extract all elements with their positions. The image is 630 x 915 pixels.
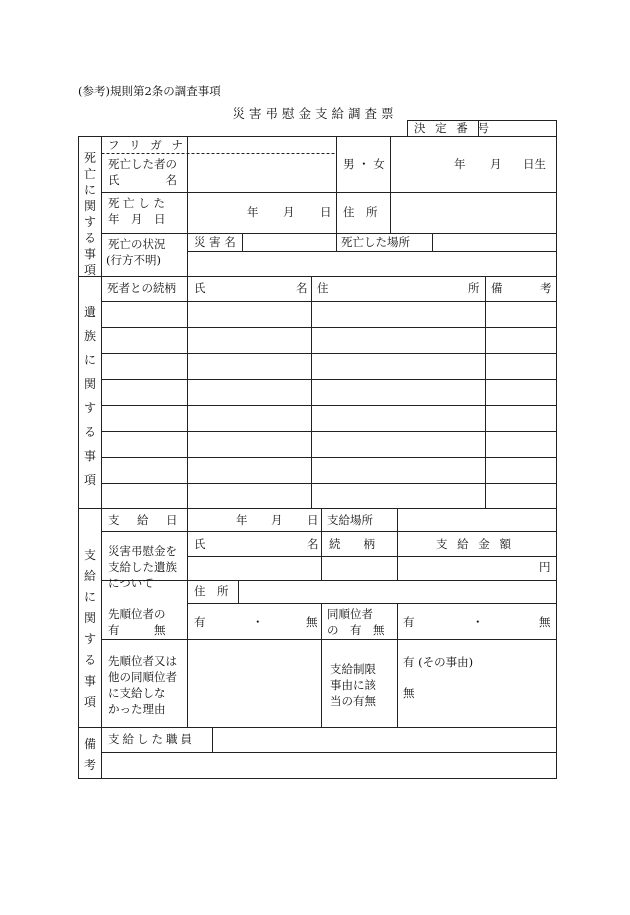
remarks-section-label: 備考 [83, 737, 96, 772]
birth-year-label: 年 [454, 157, 466, 171]
amount-header: 支 給 金 額 [436, 537, 514, 551]
birth-day-label: 日生 [523, 157, 546, 171]
reason-label-4: かった理由 [108, 702, 166, 716]
restrict-no-option[interactable]: 無 [403, 686, 415, 700]
pay-day-label: 日 [307, 513, 319, 527]
remarks-field[interactable] [102, 753, 556, 778]
death-status-label-1: 死亡の状況 [108, 237, 166, 251]
reason-label-1: 先順位者又は [108, 654, 177, 668]
pay-year-label: 年 [236, 513, 248, 527]
deceased-name-field[interactable] [188, 154, 336, 192]
place-of-death-label: 死亡した場所 [341, 235, 410, 249]
staff-field[interactable] [213, 728, 556, 752]
family-section-label: 遺族に関する事項 [83, 305, 96, 487]
death-address-label: 住 所 [343, 205, 378, 219]
form-title: 災害弔慰金支給調査票 [232, 106, 398, 121]
bereaved-address-field[interactable] [239, 581, 556, 603]
deceased-name-label-2: 氏 名 [108, 173, 177, 187]
death-status-field[interactable] [188, 252, 556, 276]
decision-number-label: 決 定 番 号 [414, 121, 492, 135]
same-rank-label-1: 同順位者 [327, 607, 373, 621]
death-date-label-2: 年 月 日 [108, 212, 166, 226]
pay-place-field[interactable] [398, 509, 556, 531]
relation-header: 死者との続柄 [107, 281, 176, 295]
reason-label-3: に支給しな [108, 686, 166, 700]
bereaved-name-header-1: 氏 [194, 537, 206, 551]
place-of-death-field[interactable] [433, 234, 556, 251]
pay-date-label: 支 給 日 [108, 513, 181, 527]
reason-field[interactable] [188, 640, 321, 727]
restrict-label-2: 事由に該 [330, 678, 376, 692]
family-address-header-1: 住 [317, 281, 329, 295]
family-address-header-2: 所 [468, 281, 480, 295]
prior-yes-option[interactable]: 有 [194, 615, 206, 629]
pay-month-label: 月 [271, 513, 283, 527]
prior-label-2: 有 無 [108, 623, 166, 637]
sex-selector[interactable]: 男 ・ 女 [343, 157, 385, 171]
death-year-label: 年 [247, 205, 259, 219]
bereaved-label-1: 災害弔慰金を [108, 544, 177, 558]
family-name-header-2: 名 [296, 281, 308, 295]
disaster-name-label: 災 害 名 [194, 235, 236, 249]
reason-label-2: 他の同順位者 [108, 670, 177, 684]
decision-number-field[interactable] [479, 121, 556, 136]
same-rank-label-2: の 有 無 [327, 623, 385, 637]
death-status-label-2: (行方不明) [106, 253, 161, 267]
bereaved-name-header-2: 名 [307, 537, 319, 551]
staff-label: 支給した職員 [108, 732, 195, 746]
bereaved-relation-header: 続 柄 [329, 537, 375, 551]
family-remarks-header-1: 備 [491, 281, 503, 295]
death-month-label: 月 [283, 205, 295, 219]
same-rank-separator: ・ [472, 615, 484, 629]
bereaved-label-2: 支給した遺族 [108, 560, 177, 574]
bereaved-label-3: について [108, 576, 154, 590]
death-day-label: 日 [320, 205, 332, 219]
yen-label: 円 [539, 560, 551, 574]
death-section-label: 死亡に関する事項 [83, 151, 96, 277]
restrict-label-1: 支給制限 [330, 662, 376, 676]
furigana-label: フ リ ガ ナ [108, 138, 186, 152]
disaster-name-field[interactable] [243, 234, 336, 251]
restrict-yes-option[interactable]: 有 (その事由) [403, 655, 474, 669]
bereaved-address-label: 住 所 [194, 584, 229, 598]
death-address-field[interactable] [391, 193, 556, 233]
deceased-name-label-1: 死亡した者の [108, 157, 177, 171]
birth-month-label: 月 [490, 157, 502, 171]
family-remarks-header-2: 考 [540, 281, 552, 295]
same-rank-yes-option[interactable]: 有 [403, 615, 415, 629]
prior-no-option[interactable]: 無 [306, 615, 318, 629]
same-rank-no-option[interactable]: 無 [539, 615, 551, 629]
death-date-label-1: 死 亡 し た [108, 196, 165, 210]
pay-place-label: 支給場所 [327, 513, 373, 527]
furigana-field[interactable] [188, 137, 336, 152]
family-name-header-1: 氏 [194, 281, 206, 295]
prior-separator: ・ [252, 615, 264, 629]
restrict-label-3: 当の有無 [330, 694, 376, 708]
prior-label-1: 先順位者の [108, 607, 166, 621]
payment-section-label: 支給に関する事項 [83, 548, 96, 709]
form-caption: (参考)規則第2条の調査事項 [78, 84, 221, 98]
